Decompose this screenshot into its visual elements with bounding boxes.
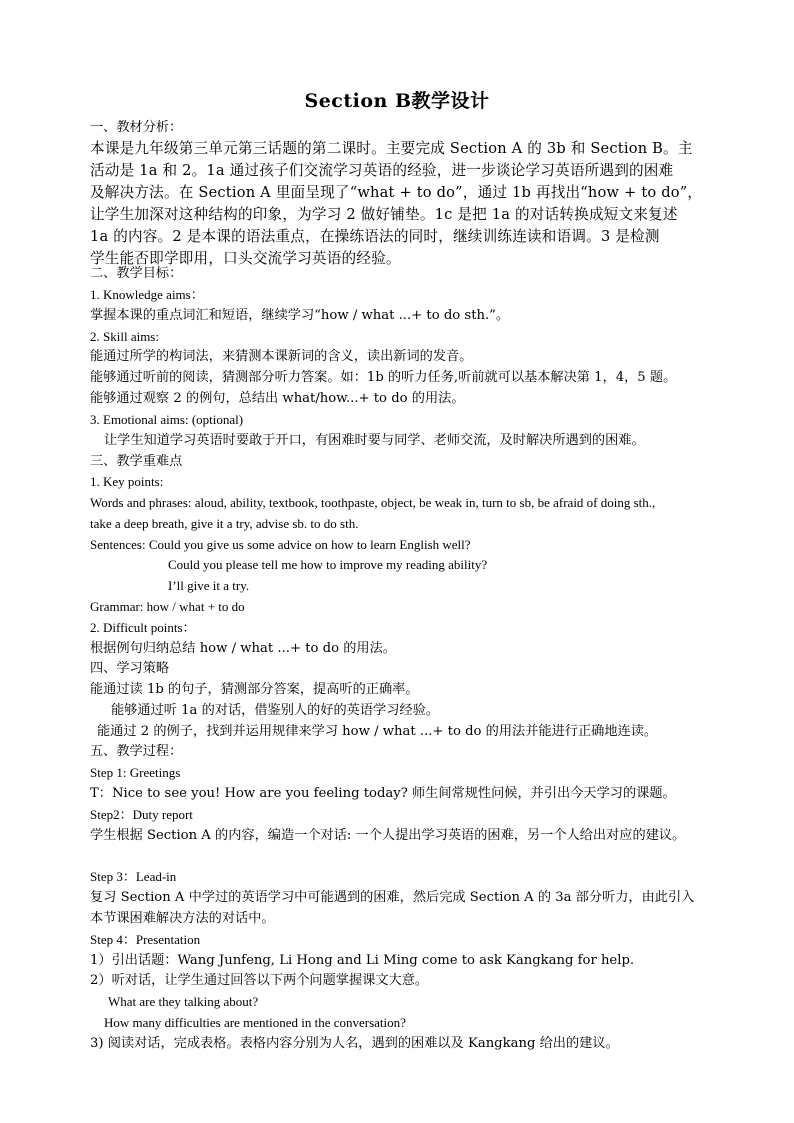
key-points-label: 1. Key points: (90, 474, 164, 489)
emotional-aims-label: 3. Emotional aims: (optional) (90, 412, 244, 427)
sentences-line: I’ll give it a try. (168, 578, 250, 593)
words-phrases-line: Words and phrases: aloud, ability, textbook, toothpaste, object, be weak in, turn to sb, be afraid of doing sth., (90, 495, 656, 510)
heading-textbook-analysis: 一、教材分析： (90, 120, 183, 135)
knowledge-aims-label: 1. Knowledge aims： (90, 287, 204, 302)
step-3-text: 本节课困难解决方法的对话中。 (90, 911, 275, 926)
step-4-item: 3) 阅读对话，完成表格。表格内容分别为人名，遇到的困难以及 Kangkang 给出的建议。 (90, 1036, 619, 1051)
page-title: Section B教学设计 (304, 90, 490, 112)
heading-learning-strategy: 四、学习策略 (90, 661, 170, 676)
skill-aims-text: 能够通过听前的阅读，猜测部分听力答案。如：1b 的听力任务,听前就可以基本解决第 1，4，5 题。 (90, 370, 677, 385)
analysis-paragraph-line: 学生能否即学即用，口头交流学习英语的经验。 (90, 250, 401, 267)
strategy-line: 能通过读 1b 的句子，猜测部分答案，提高听的正确率。 (90, 682, 419, 697)
heading-teaching-goals: 二、教学目标： (90, 266, 183, 281)
step-4-question: How many difficulties are mentioned in the conversation? (104, 1015, 406, 1030)
words-phrases-line: take a deep breath, give it a try, advise sb. to do sth. (90, 516, 359, 531)
step-1-text: T：Nice to see you! How are you feeling today? 师生间常规性问候，并引出今天学习的课题。 (90, 786, 676, 801)
skill-aims-text: 能够通过观察 2 的例句，总结出 what/how...+ to do 的用法。 (90, 391, 465, 406)
strategy-line: 能够通过听 1a 的对话，借鉴别人的好的英语学习经验。 (111, 703, 439, 718)
analysis-paragraph-line: 让学生加深对这种结构的印象，为学习 2 做好铺垫。1c 是把 1a 的对话转换成短文来复述 (90, 206, 678, 223)
step-2-heading: Step2：Duty report (90, 807, 193, 822)
step-4-question: What are they talking about? (108, 994, 259, 1009)
analysis-paragraph-line: 1a 的内容。2 是本课的语法重点，在操练语法的同时，继续训练连读和语调。3 是检测 (90, 228, 660, 245)
step-3-heading: Step 3：Lead-in (90, 869, 177, 884)
skill-aims-label: 2. Skill aims: (90, 329, 159, 344)
step-4-item: 1）引出话题：Wang Junfeng, Li Hong and Li Ming come to ask Kangkang for help. (90, 953, 635, 968)
knowledge-aims-text: 掌握本课的重点词汇和短语，继续学习“how / what ...+ to do sth.”。 (90, 308, 510, 323)
analysis-paragraph-line: 活动是 1a 和 2。1a 通过孩子们交流学习英语的经验，进一步谈论学习英语所遇到的困难 (90, 162, 674, 179)
analysis-paragraph-line: 及解决方法。在 Section A 里面呈现了“what + to do”，通过 1b 再找出“how + to do”， (90, 184, 703, 201)
sentences-line: Sentences: Could you give us some advice on how to learn English well? (90, 537, 471, 552)
step-1-heading: Step 1: Greetings (90, 765, 181, 780)
difficult-points-text: 根据例句归纳总结 how / what ...+ to do 的用法。 (90, 641, 396, 656)
step-4-item: 2）听对话，让学生通过回答以下两个问题掌握课文大意。 (90, 973, 429, 988)
heading-teaching-process: 五、教学过程： (90, 744, 183, 759)
skill-aims-text: 能通过所学的构词法，来猜测本课新词的含义，读出新词的发音。 (90, 349, 473, 364)
heading-key-difficult-points: 三、教学重难点 (90, 454, 183, 469)
step-3-text: 复习 Section A 中学过的英语学习中可能遇到的困难，然后完成 Section A 的 3a 部分听力，由此引入 (90, 890, 695, 905)
grammar-line: Grammar: how / what + to do (90, 599, 245, 614)
step-2-text: 学生根据 Section A 的内容，编造一个对话: 一个人提出学习英语的困难，另一个人给出对应的建议。 (90, 828, 686, 843)
difficult-points-label: 2. Difficult points： (90, 620, 196, 635)
emotional-aims-text: 让学生知道学习英语时要敢于开口，有困难时要与同学、老师交流，及时解决所遇到的困难。 (104, 433, 645, 448)
step-4-heading: Step 4：Presentation (90, 932, 201, 947)
sentences-line: Could you please tell me how to improve my reading ability? (168, 557, 488, 572)
analysis-paragraph-line: 本课是九年级第三单元第三话题的第二课时。主要完成 Section A 的 3b 和 Section B。主 (90, 140, 693, 157)
strategy-line: 能通过 2 的例子，找到并运用规律来学习 how / what ...+ to do 的用法并能进行正确地连读。 (97, 724, 658, 739)
